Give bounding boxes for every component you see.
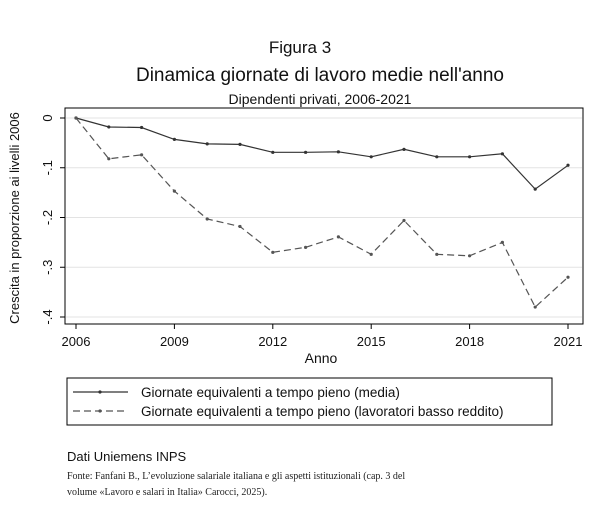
y-tick-label: -.3 (40, 259, 55, 275)
data-point-basso-reddito (468, 254, 471, 257)
data-point-basso-reddito (206, 217, 209, 220)
plot-area (65, 108, 583, 324)
data-point-media (534, 188, 537, 191)
data-point-media (337, 150, 340, 153)
data-point-basso-reddito (238, 225, 241, 228)
x-tick-label: 2021 (553, 334, 583, 349)
data-point-media (271, 151, 274, 154)
legend-swatch-marker (98, 390, 101, 393)
x-axis-label: Anno (304, 350, 338, 366)
data-point-media (140, 126, 143, 129)
chart-subtitle: Dipendenti privati, 2006-2021 (228, 91, 412, 107)
data-point-media (107, 125, 110, 128)
x-tick-label: 2015 (356, 334, 386, 349)
citation-line-1: Fonte: Fanfani B., L’evoluzione salariale italiana e gli aspetti istituzionali (cap. 3 del (67, 471, 406, 482)
data-point-basso-reddito (337, 235, 340, 238)
data-point-media (173, 138, 176, 141)
data-point-basso-reddito (435, 253, 438, 256)
data-point-media (468, 155, 471, 158)
data-point-media (304, 151, 307, 154)
data-point-basso-reddito (140, 153, 143, 156)
data-point-basso-reddito (304, 246, 307, 249)
data-point-media (402, 148, 405, 151)
data-point-basso-reddito (107, 157, 110, 160)
data-point-basso-reddito (566, 276, 569, 279)
data-point-basso-reddito (173, 190, 176, 193)
y-axis-label: Crescita in proporzione ai livelli 2006 (7, 112, 22, 324)
y-tick-label: -.1 (40, 160, 55, 176)
source-note: Dati Uniemens INPS (67, 449, 187, 464)
data-point-media (238, 143, 241, 146)
legend-label: Giornate equivalenti a tempo pieno (media) (141, 385, 400, 400)
data-point-media (206, 142, 209, 145)
data-point-media (435, 155, 438, 158)
data-point-basso-reddito (74, 116, 77, 119)
y-tick-label: -.2 (40, 209, 55, 226)
chart-title: Dinamica giornate di lavoro medie nell'anno (135, 65, 505, 86)
data-point-basso-reddito (370, 253, 373, 256)
x-tick-label: 2012 (258, 334, 288, 349)
y-tick-label: 0 (40, 114, 55, 122)
data-point-media (370, 155, 373, 158)
data-point-media (566, 164, 569, 167)
legend-swatch-marker (98, 409, 101, 412)
y-tick-label: -.4 (40, 309, 55, 325)
data-point-basso-reddito (271, 251, 274, 254)
x-tick-label: 2018 (455, 334, 485, 349)
data-point-basso-reddito (402, 219, 405, 222)
x-tick-label: 2009 (159, 334, 189, 349)
data-point-media (501, 152, 504, 155)
data-point-basso-reddito (501, 241, 504, 244)
legend-label: Giornate equivalenti a tempo pieno (lavoratori basso reddito) (141, 404, 504, 419)
citation-line-2: volume «Lavoro e salari in Italia» Carocci, 2025). (67, 487, 268, 498)
figure-label: Figura 3 (268, 38, 332, 57)
x-tick-label: 2006 (61, 334, 91, 349)
data-point-basso-reddito (534, 305, 537, 308)
